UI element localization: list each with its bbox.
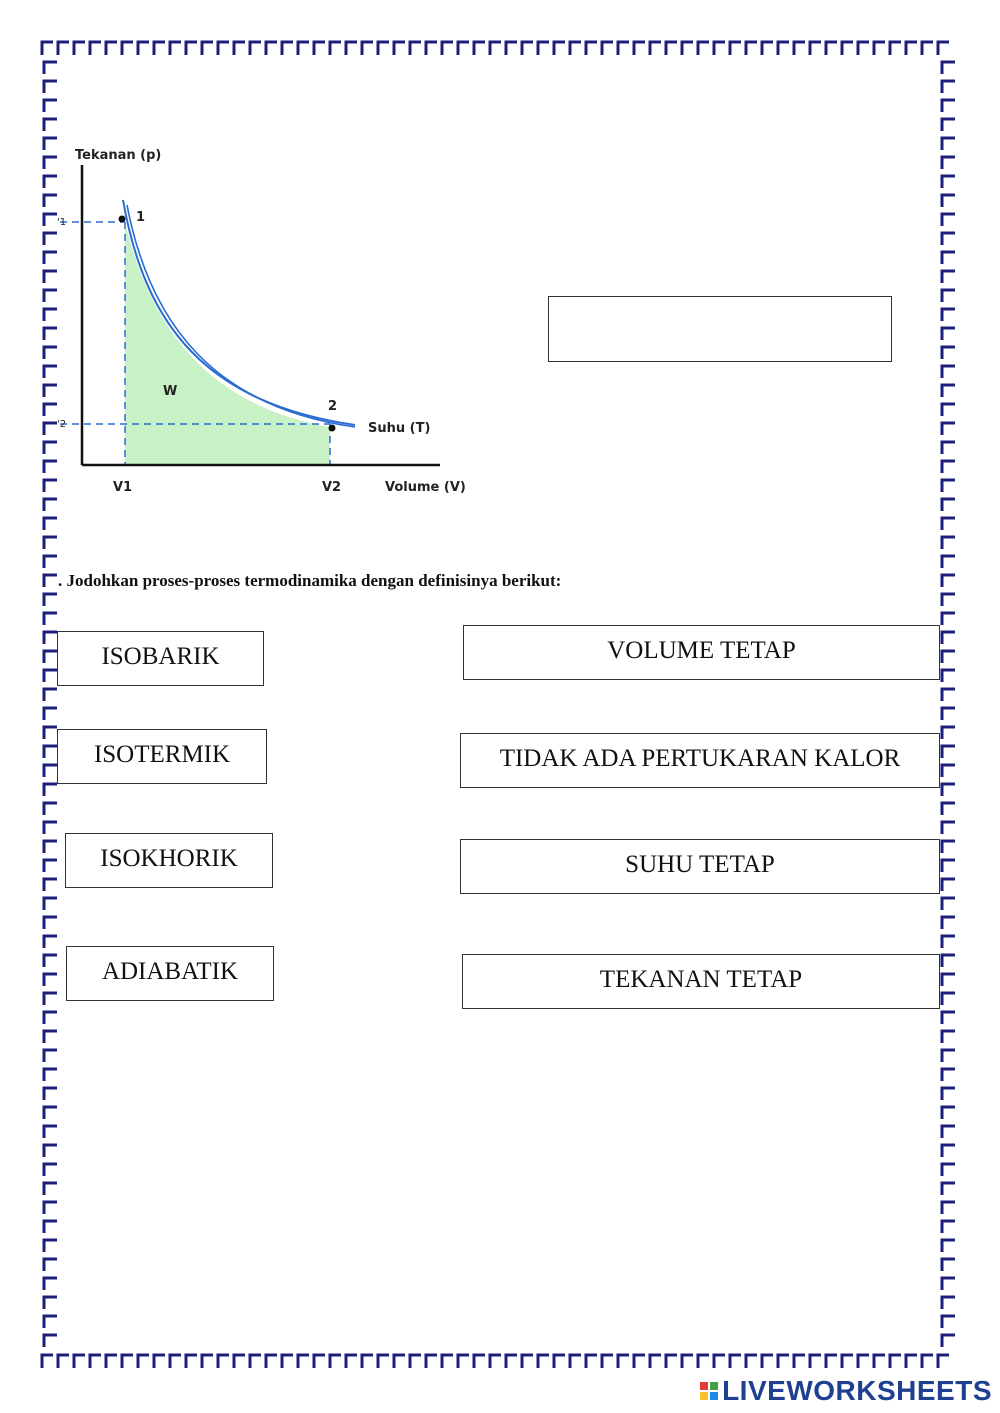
point-1 [119, 216, 126, 223]
point-1-label: 1 [136, 210, 146, 225]
curve-label: Suhu (T) [368, 421, 431, 436]
p1-label: '1 [57, 217, 67, 228]
card-tekanan-tetap[interactable]: TEKANAN TETAP [462, 954, 940, 1009]
brand-text: LIVEWORKSHEETS [722, 1375, 992, 1406]
v1-label: V1 [113, 480, 133, 495]
v2-label: V2 [322, 480, 342, 495]
card-isobarik[interactable]: ISOBARIK [57, 631, 264, 686]
y-axis-label: Tekanan (p) [75, 148, 162, 163]
card-tidak-ada-pertukaran-kalor[interactable]: TIDAK ADA PERTUKARAN KALOR [460, 733, 940, 788]
liveworksheets-logo-icon [700, 1382, 718, 1400]
card-isotermik[interactable]: ISOTERMIK [57, 729, 267, 784]
liveworksheets-brand[interactable] [700, 1375, 992, 1407]
answer-input-box[interactable] [548, 296, 892, 362]
p2-label: '2 [57, 419, 67, 430]
point-2-label: 2 [328, 399, 338, 414]
card-volume-tetap[interactable]: VOLUME TETAP [463, 625, 940, 680]
card-suhu-tetap[interactable]: SUHU TETAP [460, 839, 940, 894]
pv-diagram [55, 135, 485, 505]
instruction-text: . Jodohkan proses-proses termodinamika dengan definisinya berikut: [58, 571, 562, 590]
card-isokhorik[interactable]: ISOKHORIK [65, 833, 273, 888]
x-axis-label: Volume (V) [385, 480, 466, 495]
work-area [125, 222, 330, 465]
area-label: W [163, 384, 178, 399]
point-2 [329, 425, 336, 432]
card-adiabatik[interactable]: ADIABATIK [66, 946, 274, 1001]
